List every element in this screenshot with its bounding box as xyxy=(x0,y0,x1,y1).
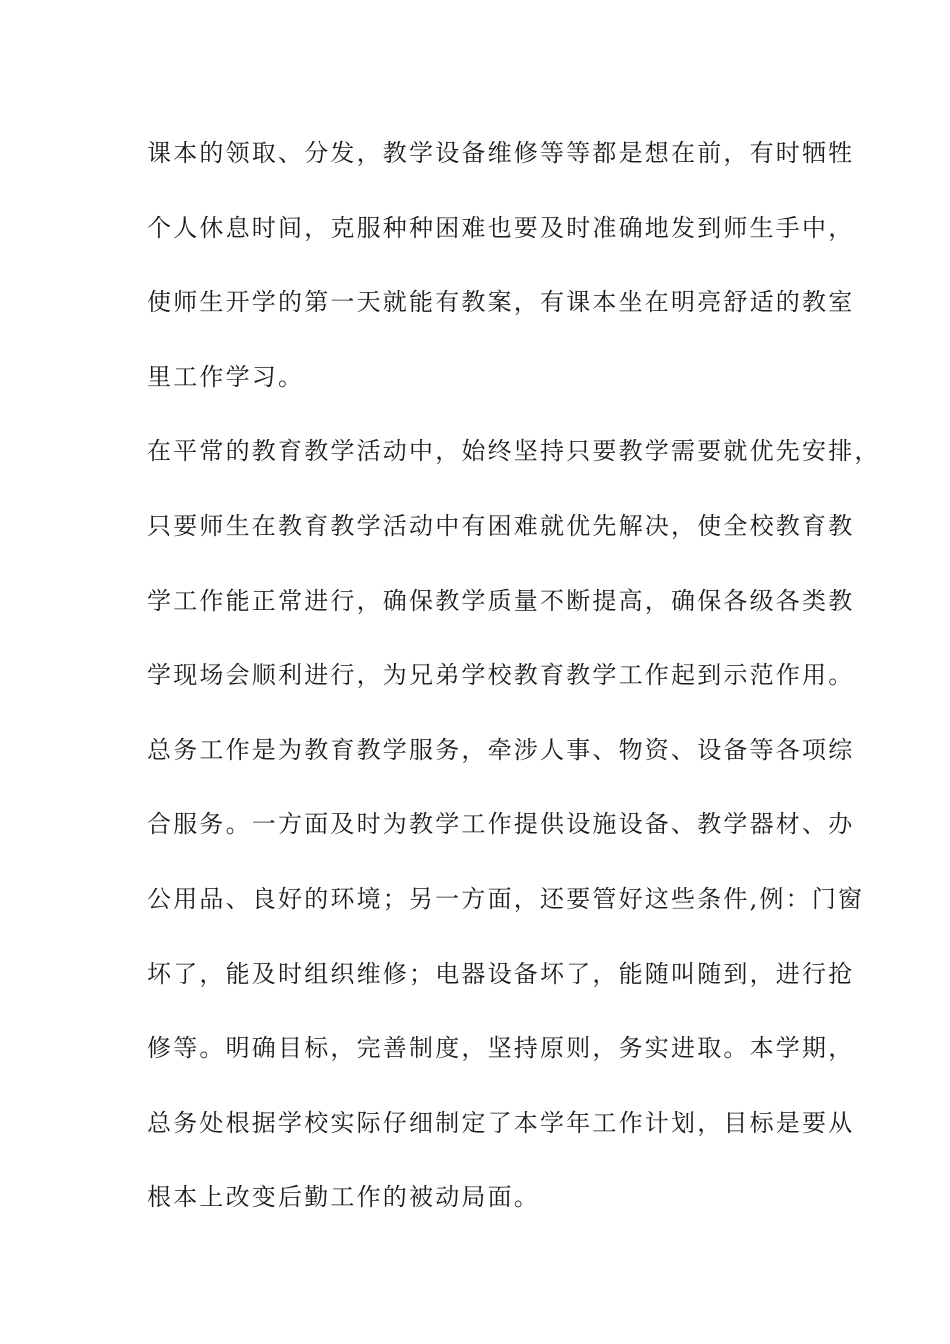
text-line: 只要师生在教育教学活动中有困难就优先解决，使全校教育教 xyxy=(147,511,855,540)
text-line: 使师生开学的第一天就能有教案，有课本坐在明亮舒适的教室 xyxy=(147,288,855,317)
text-line: 总务工作是为教育教学服务，牵涉人事、物资、设备等各项综 xyxy=(147,735,855,764)
text-line: 课本的领取、分发，教学设备维修等等都是想在前，有时牺牲 xyxy=(147,139,855,167)
text-line: 公用品、良好的环境；另一方面，还要管好这些条件,例：门窗 xyxy=(147,884,865,913)
text-line: 在平常的教育教学活动中，始终坚持只要教学需要就优先安排， xyxy=(147,437,881,466)
text-line: 学工作能正常进行，确保教学质量不断提高，确保各级各类教 xyxy=(147,586,855,615)
text-line: 合服务。一方面及时为教学工作提供设施设备、教学器材、办 xyxy=(147,810,855,839)
text-line: 根本上改变后勤工作的被动局面。 xyxy=(147,1183,540,1212)
text-line: 总务处根据学校实际仔细制定了本学年工作计划，目标是要从 xyxy=(147,1108,855,1137)
text-line: 坏了，能及时组织维修；电器设备坏了，能随叫随到，进行抢 xyxy=(147,959,855,988)
body-text xyxy=(147,132,881,1251)
text-line: 里工作学习。 xyxy=(147,362,305,391)
text-line: 学现场会顺利进行，为兄弟学校教育教学工作起到示范作用。 xyxy=(147,661,855,690)
text-line: 修等。明确目标，完善制度，坚持原则，务实进取。本学期， xyxy=(147,1034,855,1063)
text-line: 个人休息时间，克服种种困难也要及时准确地发到师生手中， xyxy=(147,213,855,242)
